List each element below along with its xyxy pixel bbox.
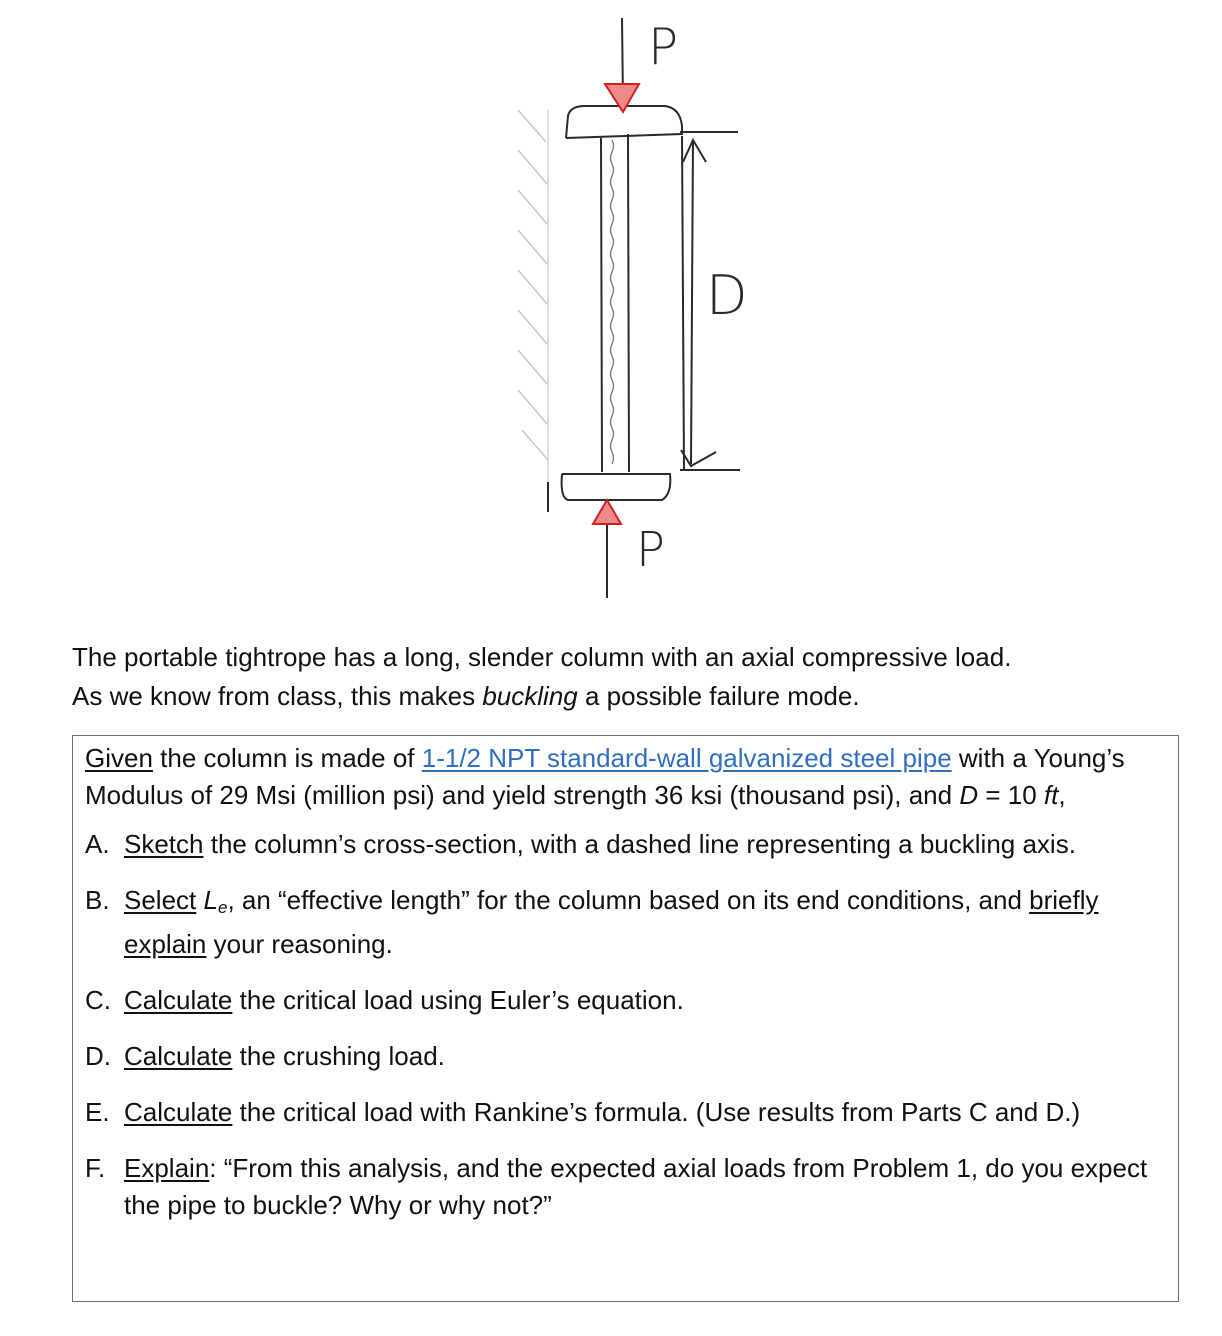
- intro-line-1: The portable tightrope has a long, slender column with an axial compressive load.: [72, 642, 1012, 672]
- top-load-arrow-icon: [605, 18, 639, 112]
- length-label: D: [706, 264, 748, 327]
- top-load-label: P: [648, 18, 679, 76]
- column-sketch: [0, 0, 1222, 620]
- bottom-load-arrow-icon: [593, 500, 621, 598]
- given-statement: Given the column is made of 1-1/2 NPT standard-wall galvanized steel pipe with a Young’s Modulus of 29 Msi (million psi) and yield strength 36 ksi (thousand psi), and D = 10 ft,: [85, 743, 1125, 810]
- buckling-emphasis: buckling: [482, 681, 578, 711]
- task-c: C. Calculate the critical load using Euler’s equation.: [85, 985, 684, 1015]
- task-b: B. Select $L_e$, an “effective length” for the column based on its end conditions, and briefly explain your reasoning.: [85, 885, 1099, 959]
- pipe-spec-link[interactable]: 1-1/2 NPT standard-wall galvanized steel pipe: [421, 743, 952, 773]
- wall-hatching: [518, 110, 548, 510]
- task-list: [85, 826, 1158, 1224]
- task-a: A. Sketch the column’s cross-section, with a dashed line representing a buckling axis.: [85, 829, 1076, 859]
- task-f: F. Explain: “From this analysis, and the expected axial loads from Problem 1, do you expect the pipe to buckle? Why or why not?”: [85, 1153, 1148, 1220]
- column: [601, 134, 684, 472]
- intro-text: [72, 638, 1172, 716]
- bottom-load-label: P: [636, 522, 665, 578]
- intro-line-2: As we know from class, this makes buckling a possible failure mode.: [72, 681, 860, 711]
- task-box: [72, 735, 1179, 1302]
- task-e: E. Calculate the critical load with Rankine’s formula. (Use results from Parts C and D.): [85, 1097, 1081, 1127]
- task-d: D. Calculate the crushing load.: [85, 1041, 445, 1071]
